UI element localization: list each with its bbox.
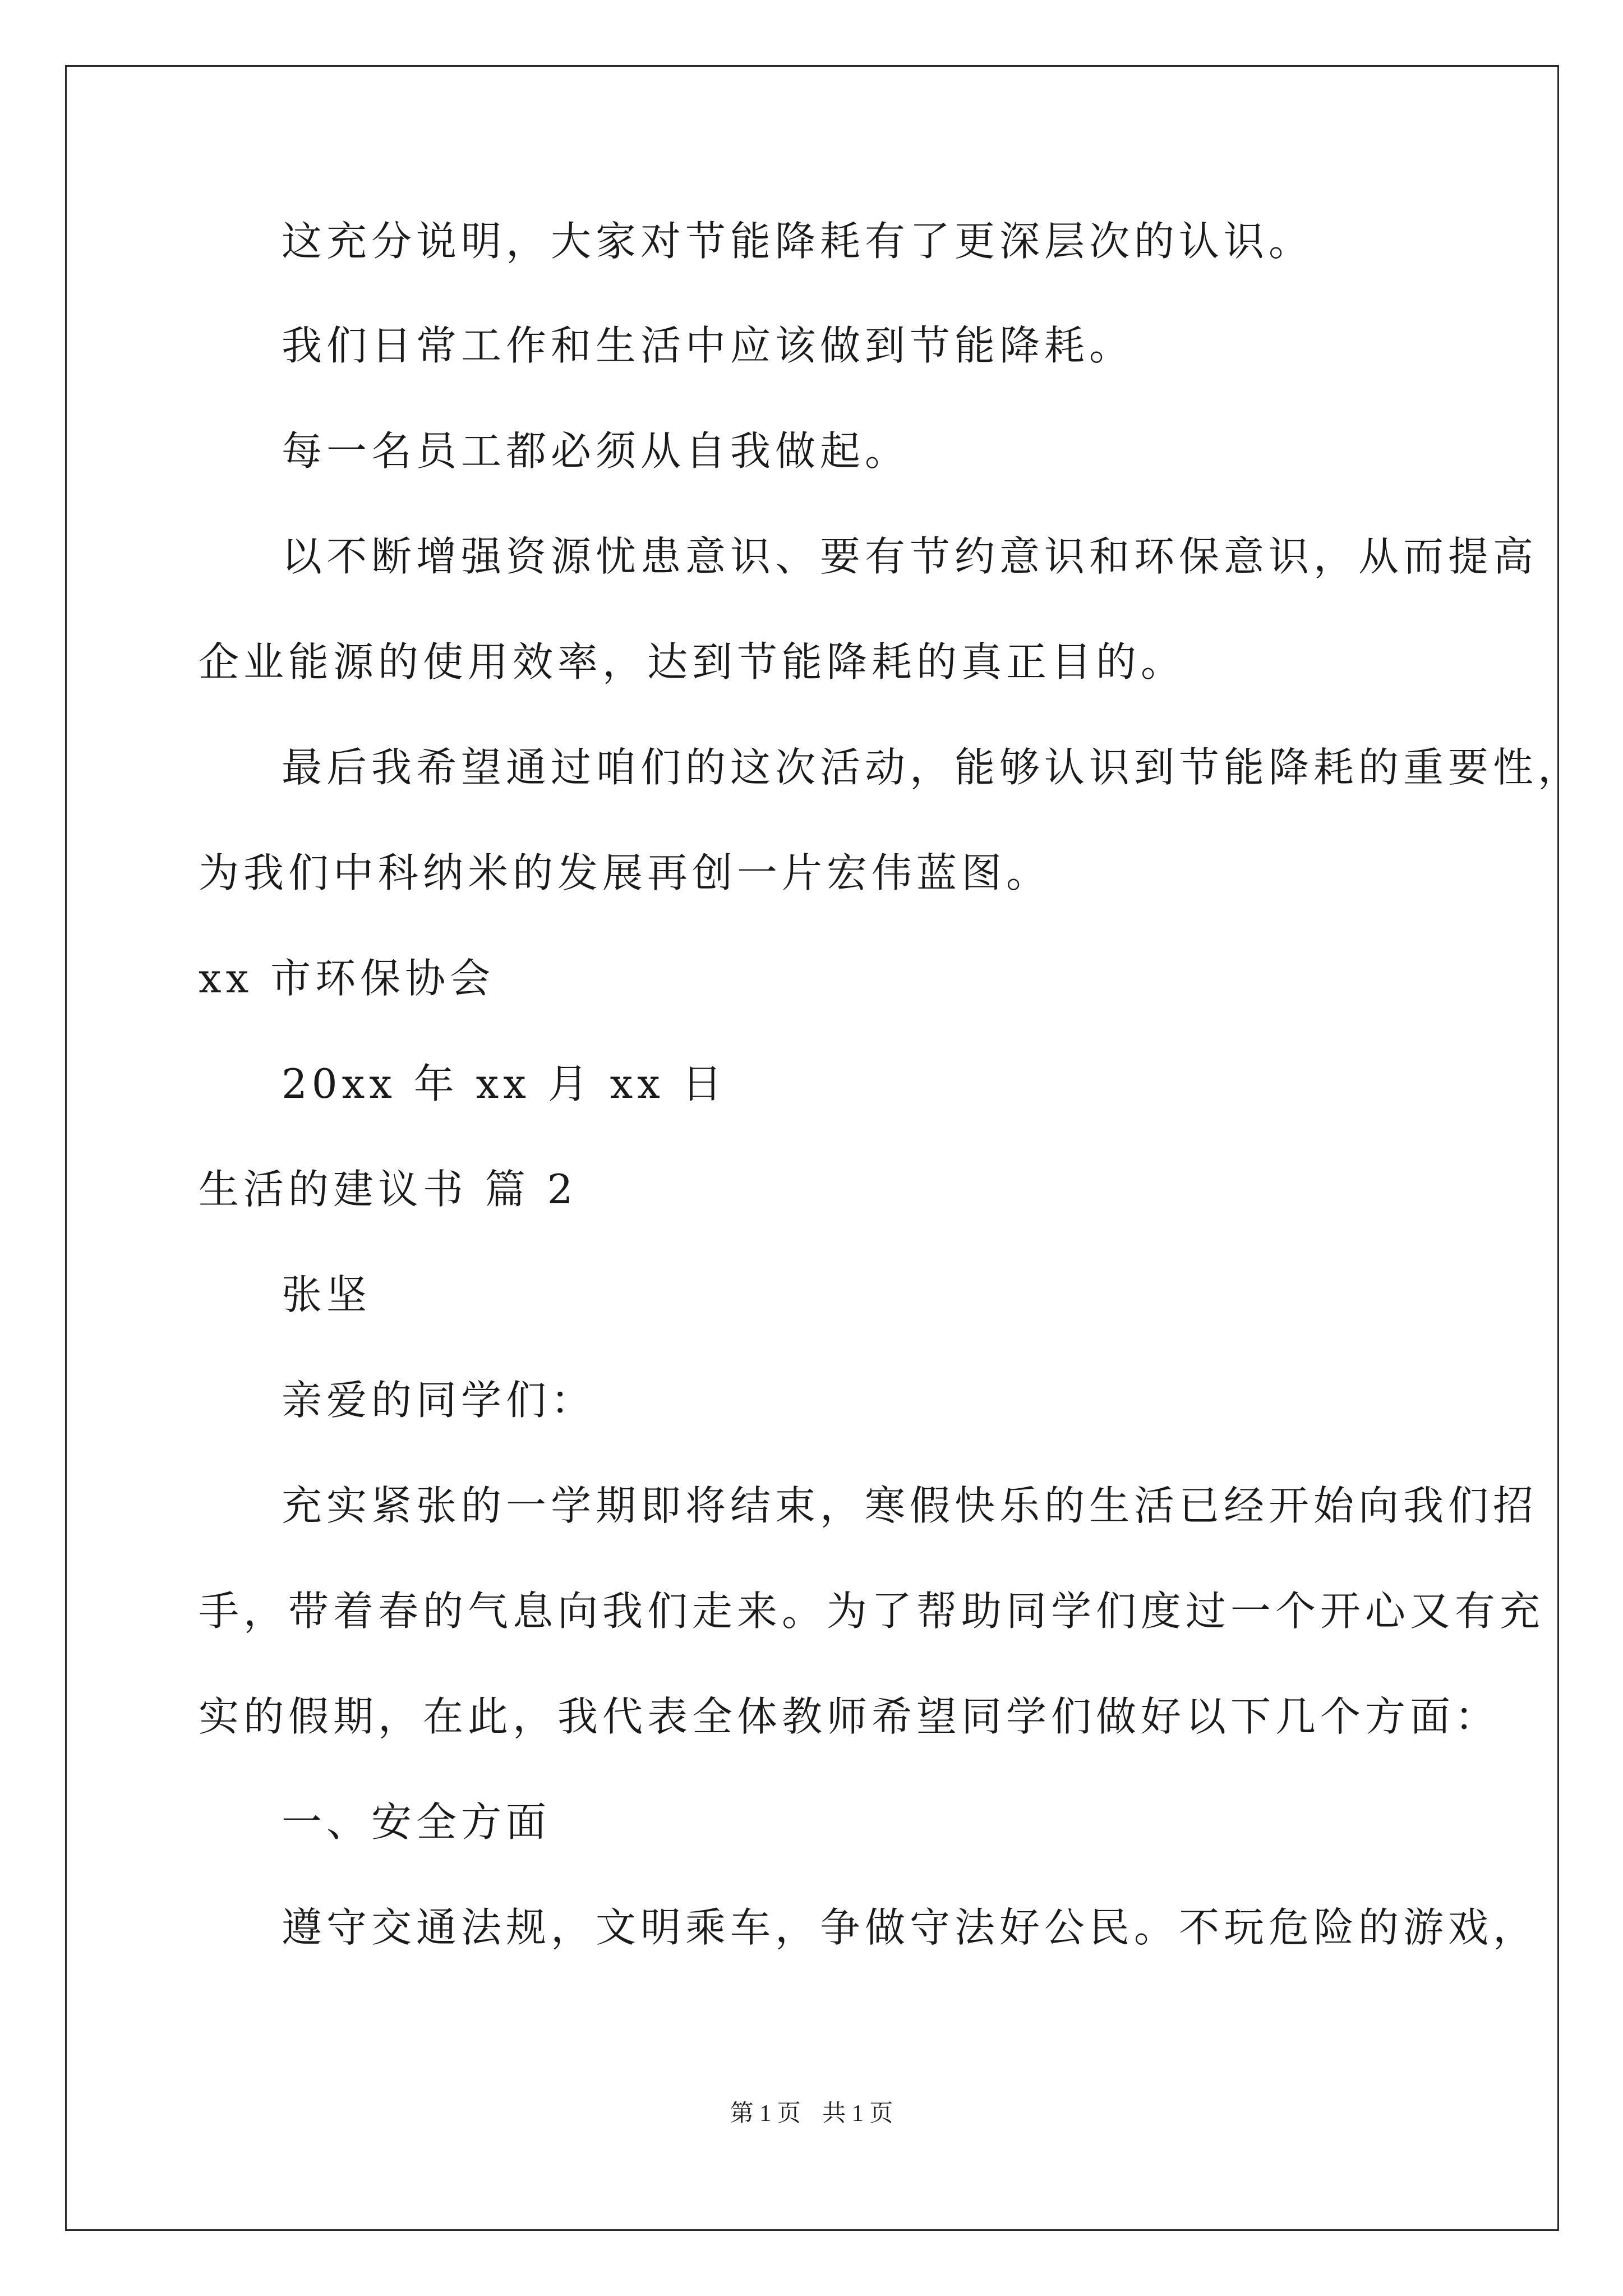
paragraph-line: 手，带着春的气息向我们走来。为了帮助同学们度过一个开心又有充 bbox=[199, 1588, 1545, 1635]
subheading: 一、安全方面 bbox=[282, 1798, 551, 1846]
page-footer bbox=[0, 2097, 1623, 2131]
paragraph-line: 每一名员工都必须从自我做起。 bbox=[282, 427, 910, 475]
paragraph-line: 遵守交通法规，文明乘车，争做守法好公民。不玩危险的游戏， bbox=[282, 1904, 1538, 1951]
paragraph-line: 实的假期，在此，我代表全体教师希望同学们做好以下几个方面： bbox=[199, 1693, 1500, 1740]
paragraph-line: 这充分说明，大家对节能降耗有了更深层次的认识。 bbox=[282, 218, 1314, 265]
author-name: 张坚 bbox=[282, 1271, 372, 1318]
salutation: 亲爱的同学们： bbox=[282, 1377, 596, 1424]
paragraph-line: 为我们中科纳米的发展再创一片宏伟蓝图。 bbox=[199, 849, 1052, 896]
signature-org: xx 市环保协会 bbox=[199, 955, 495, 1002]
paragraph-line: 最后我希望通过咱们的这次活动，能够认识到节能降耗的重要性， bbox=[282, 744, 1583, 791]
paragraph-line: 我们日常工作和生活中应该做到节能降耗。 bbox=[282, 322, 1135, 369]
paragraph-line: 企业能源的使用效率，达到节能降耗的真正目的。 bbox=[199, 638, 1186, 685]
page-number: 第 1 页 bbox=[730, 2101, 801, 2127]
page-total: 共 1 页 bbox=[822, 2101, 893, 2127]
signature-date: 20xx 年 xx 月 xx 日 bbox=[282, 1060, 727, 1107]
section-heading: 生活的建议书 篇 2 bbox=[199, 1166, 578, 1213]
paragraph-line: 充实紧张的一学期即将结束，寒假快乐的生活已经开始向我们招 bbox=[282, 1482, 1538, 1529]
paragraph-line: 以不断增强资源忧患意识、要有节约意识和环保意识，从而提高 bbox=[282, 533, 1538, 580]
